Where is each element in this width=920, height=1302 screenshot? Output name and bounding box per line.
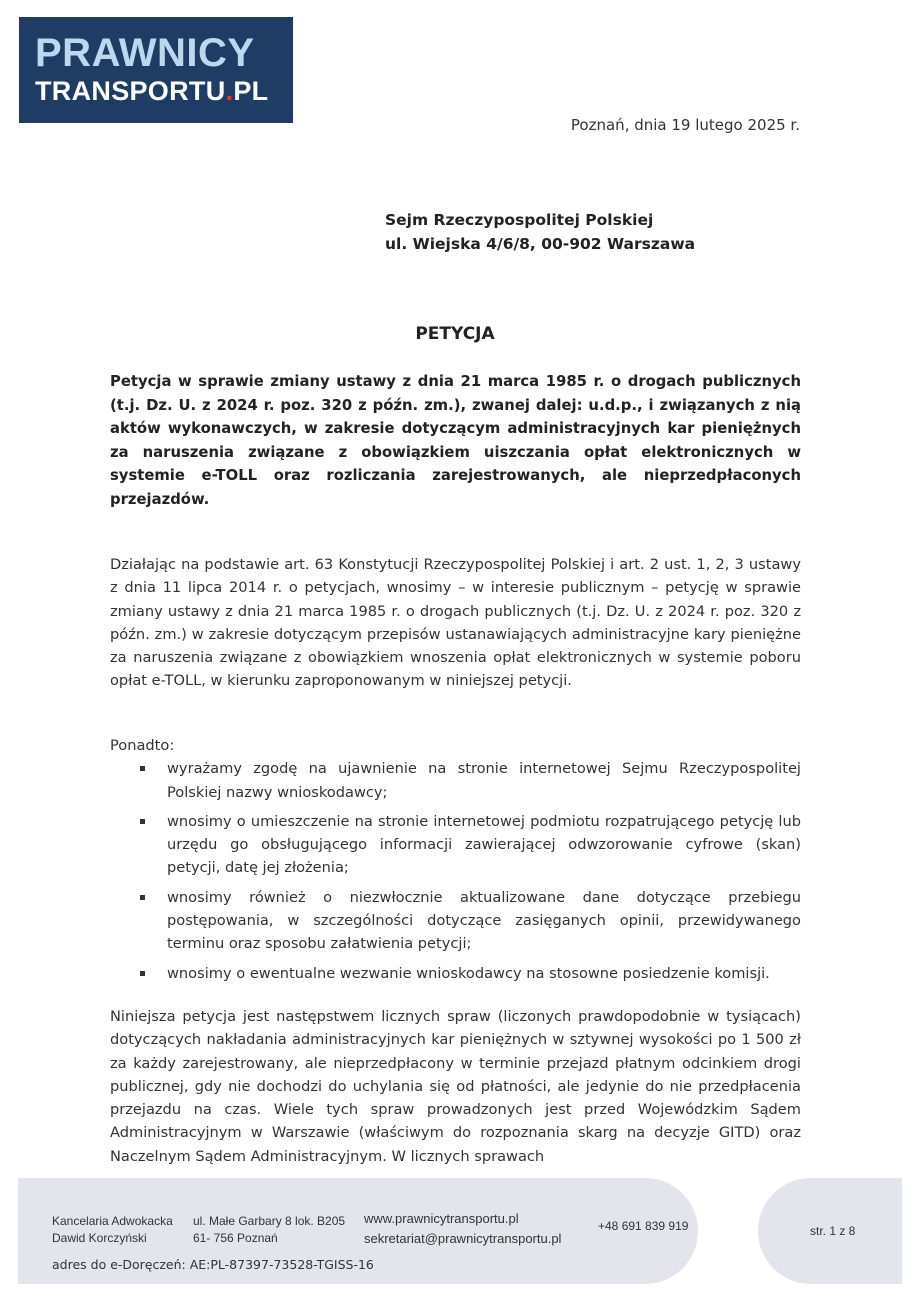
footer-address-line2: 61- 756 Poznań: [193, 1231, 278, 1245]
requests-section: [110, 734, 801, 991]
recipient-name: Sejm Rzeczypospolitej Polskiej: [385, 211, 654, 229]
footer-firm-line1: Kancelaria Adwokacka: [52, 1214, 173, 1228]
prawnicy-transportu-logo: [19, 17, 293, 123]
page-number: str. 1 z 8: [810, 1224, 856, 1238]
footer-firm: [52, 1213, 173, 1247]
paragraph-background: [110, 1005, 801, 1168]
paragraph-legal-basis: [110, 553, 801, 693]
list-item: [110, 810, 801, 880]
footer-phone: +48 691 839 919: [598, 1219, 689, 1233]
document-date: Poznań, dnia 19 lutego 2025 r.: [570, 116, 800, 134]
list-item-text: wnosimy o ewentualne wezwanie wnioskodawcy na stosowne posiedzenie komisji.: [167, 964, 770, 982]
paragraph-3-text: Niniejsza petycja jest następstwem licznych spraw (liczonych prawdopodobnie w tysiącach) dotyczących nakładania administracyjnych kar pieniężnych w sztywnej wysokości po 1 500 zł za każdy zarejestrowany, ale nieprzedpłacony w terminie przejazd płatnym odcinkiem drogi publicznej, gdy nie dochodzi do uchylania się od płatności, ale jedynie do nie przedpłacenia przejazdu na czas. Wiele tych spraw prowadzonych jest przed Wojewódzkim Sądem Administracyjnym w Warszawie (właściwym do rozpoznania skarg na decyzje GITD) oraz Naczelnym Sądem Administracyjnym. W licznych sprawach: [110, 1008, 801, 1165]
footer-contact: [364, 1209, 561, 1249]
logo-line2-a: TRANSPORTU: [35, 76, 226, 106]
list-item-text: wnosimy o umieszczenie na stronie internetowej podmiotu rozpatrującego petycję lub urzędu go obsługującego informacji zawierającej odwzorowanie cyfrowe (skan) petycji, datę jej złożenia;: [167, 812, 801, 877]
logo-dot: .: [225, 76, 234, 106]
bullet-square-icon: [140, 819, 145, 824]
logo-line2-b: PL: [233, 76, 269, 106]
requests-list: [110, 757, 801, 985]
recipient-address: ul. Wiejska 4/6/8, 00-902 Warszawa: [385, 235, 696, 253]
petition-subject: Petycja w sprawie zmiany ustawy z dnia 21 marca 1985 r. o drogach publicznych (t.j. Dz. U. z 2024 r. poz. 320 z późn. zm.), zwanej dalej: u.d.p., i związanych z nią aktów wykonawczych, w zakresie dotyczącym administracyjnych kar pieniężnych za naruszenia związane z obowiązkiem uiszczania opłat elektronicznych w systemie e-TOLL oraz rozliczania zarejestrowanych, ale nieprzedpłaconych przejazdów.: [110, 373, 801, 508]
list-item: [110, 757, 801, 804]
bullet-square-icon: [140, 766, 145, 771]
footer-website-link[interactable]: www.prawnicytransportu.pl: [364, 1211, 519, 1226]
paragraph-1-text: Działając na podstawie art. 63 Konstytucji Rzeczypospolitej Polskiej i art. 2 ust. 1, 2, 3 ustawy z dnia 11 lipca 2014 r. o petycjach, wnosimy – w interesie publicznym – petycję w sprawie zmiany ustawy z dnia 21 marca 1985 r. o drogach publicznych (t.j. Dz. U. z 2024 r. poz. 320 z późn. zm.) w zakresie dotyczącym przepisów ustanawiających administracyjne kary pieniężne za naruszenia związane z obowiązkiem wnoszenia opłat elektronicznych w systemie poboru opłat e-TOLL, w kierunku zaproponowanym w niniejszej petycji.: [110, 556, 801, 690]
recipient-block: [385, 208, 695, 256]
footer-edoreczenia: adres do e-Doręczeń: AE:PL-87397-73528-TGISS-16: [52, 1257, 374, 1272]
logo-line2: [35, 75, 268, 107]
page-footer: [18, 1178, 902, 1284]
bullet-square-icon: [140, 971, 145, 976]
list-item: [110, 886, 801, 956]
footer-firm-line2: Dawid Korczyński: [52, 1231, 147, 1245]
footer-address-line1: ul. Małe Garbary 8 lok. B205: [193, 1214, 346, 1228]
list-item: [110, 962, 801, 985]
ponadto-label: Ponadto:: [110, 737, 175, 754]
document-title: PETYCJA: [415, 324, 495, 344]
list-item-text: wyrażamy zgodę na ujawnienie na stronie internetowej Sejmu Rzeczypospolitej Polskiej nazwy wnioskodawcy;: [167, 760, 801, 801]
footer-address: [193, 1213, 345, 1247]
bullet-square-icon: [140, 895, 145, 900]
footer-email-link[interactable]: sekretariat@prawnicytransportu.pl: [364, 1231, 562, 1246]
list-item-text: wnosimy również o niezwłocznie aktualizowane dane dotyczące przebiegu postępowania, w szczególności dotyczące zasięganych opinii, przewidywanego terminu oraz sposobu załatwienia petycji;: [167, 888, 801, 953]
logo-line1: PRAWNICY: [35, 31, 255, 75]
